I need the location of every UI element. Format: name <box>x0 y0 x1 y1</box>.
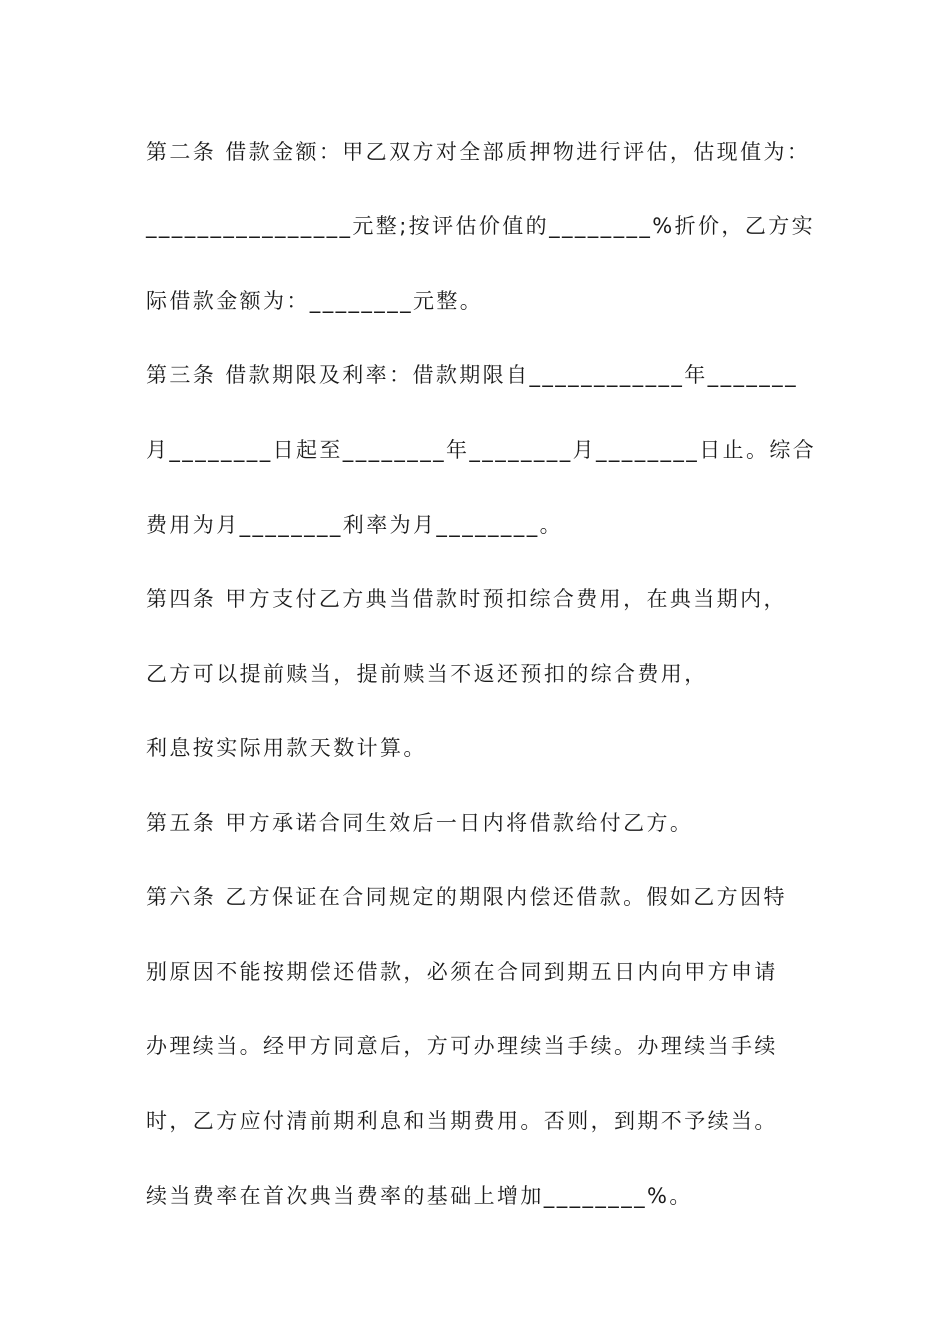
article-6-line-1: 第六条 乙方保证在合同规定的期限内偿还借款。假如乙方因特 <box>146 885 787 909</box>
article-3-line-1: 第三条 借款期限及利率：借款期限自____________年_______ <box>146 363 798 387</box>
article-5-line-1: 第五条 甲方承诺合同生效后一日内将借款给付乙方。 <box>146 811 694 835</box>
article-2-line-2: ________________元整;按评估价值的________%折价，乙方实 <box>146 214 816 238</box>
article-6-line-4: 时，乙方应付清前期利息和当期费用。否则，到期不予续当。 <box>146 1109 778 1133</box>
article-2-line-1: 第二条 借款金额：甲乙双方对全部质押物进行评估，估现值为： <box>146 140 811 164</box>
article-3-line-2: 月________日起至________年________月________日止。综合 <box>146 438 817 462</box>
article-3-line-3: 费用为月________利率为月________。 <box>146 513 563 537</box>
article-6-line-3: 办理续当。经甲方同意后，方可办理续当手续。办理续当手续 <box>146 1034 778 1058</box>
article-4-line-3: 利息按实际用款天数计算。 <box>146 736 427 760</box>
article-4-line-2: 乙方可以提前赎当，提前赎当不返还预扣的综合费用， <box>146 662 708 686</box>
article-6-line-5: 续当费率在首次典当费率的基础上增加________%。 <box>146 1184 693 1208</box>
article-2-line-3: 际借款金额为：________元整。 <box>146 289 484 313</box>
article-4-line-1: 第四条 甲方支付乙方典当借款时预扣综合费用，在典当期内， <box>146 587 787 611</box>
article-6-line-2: 别原因不能按期偿还借款，必须在合同到期五日内向甲方申请 <box>146 960 778 984</box>
